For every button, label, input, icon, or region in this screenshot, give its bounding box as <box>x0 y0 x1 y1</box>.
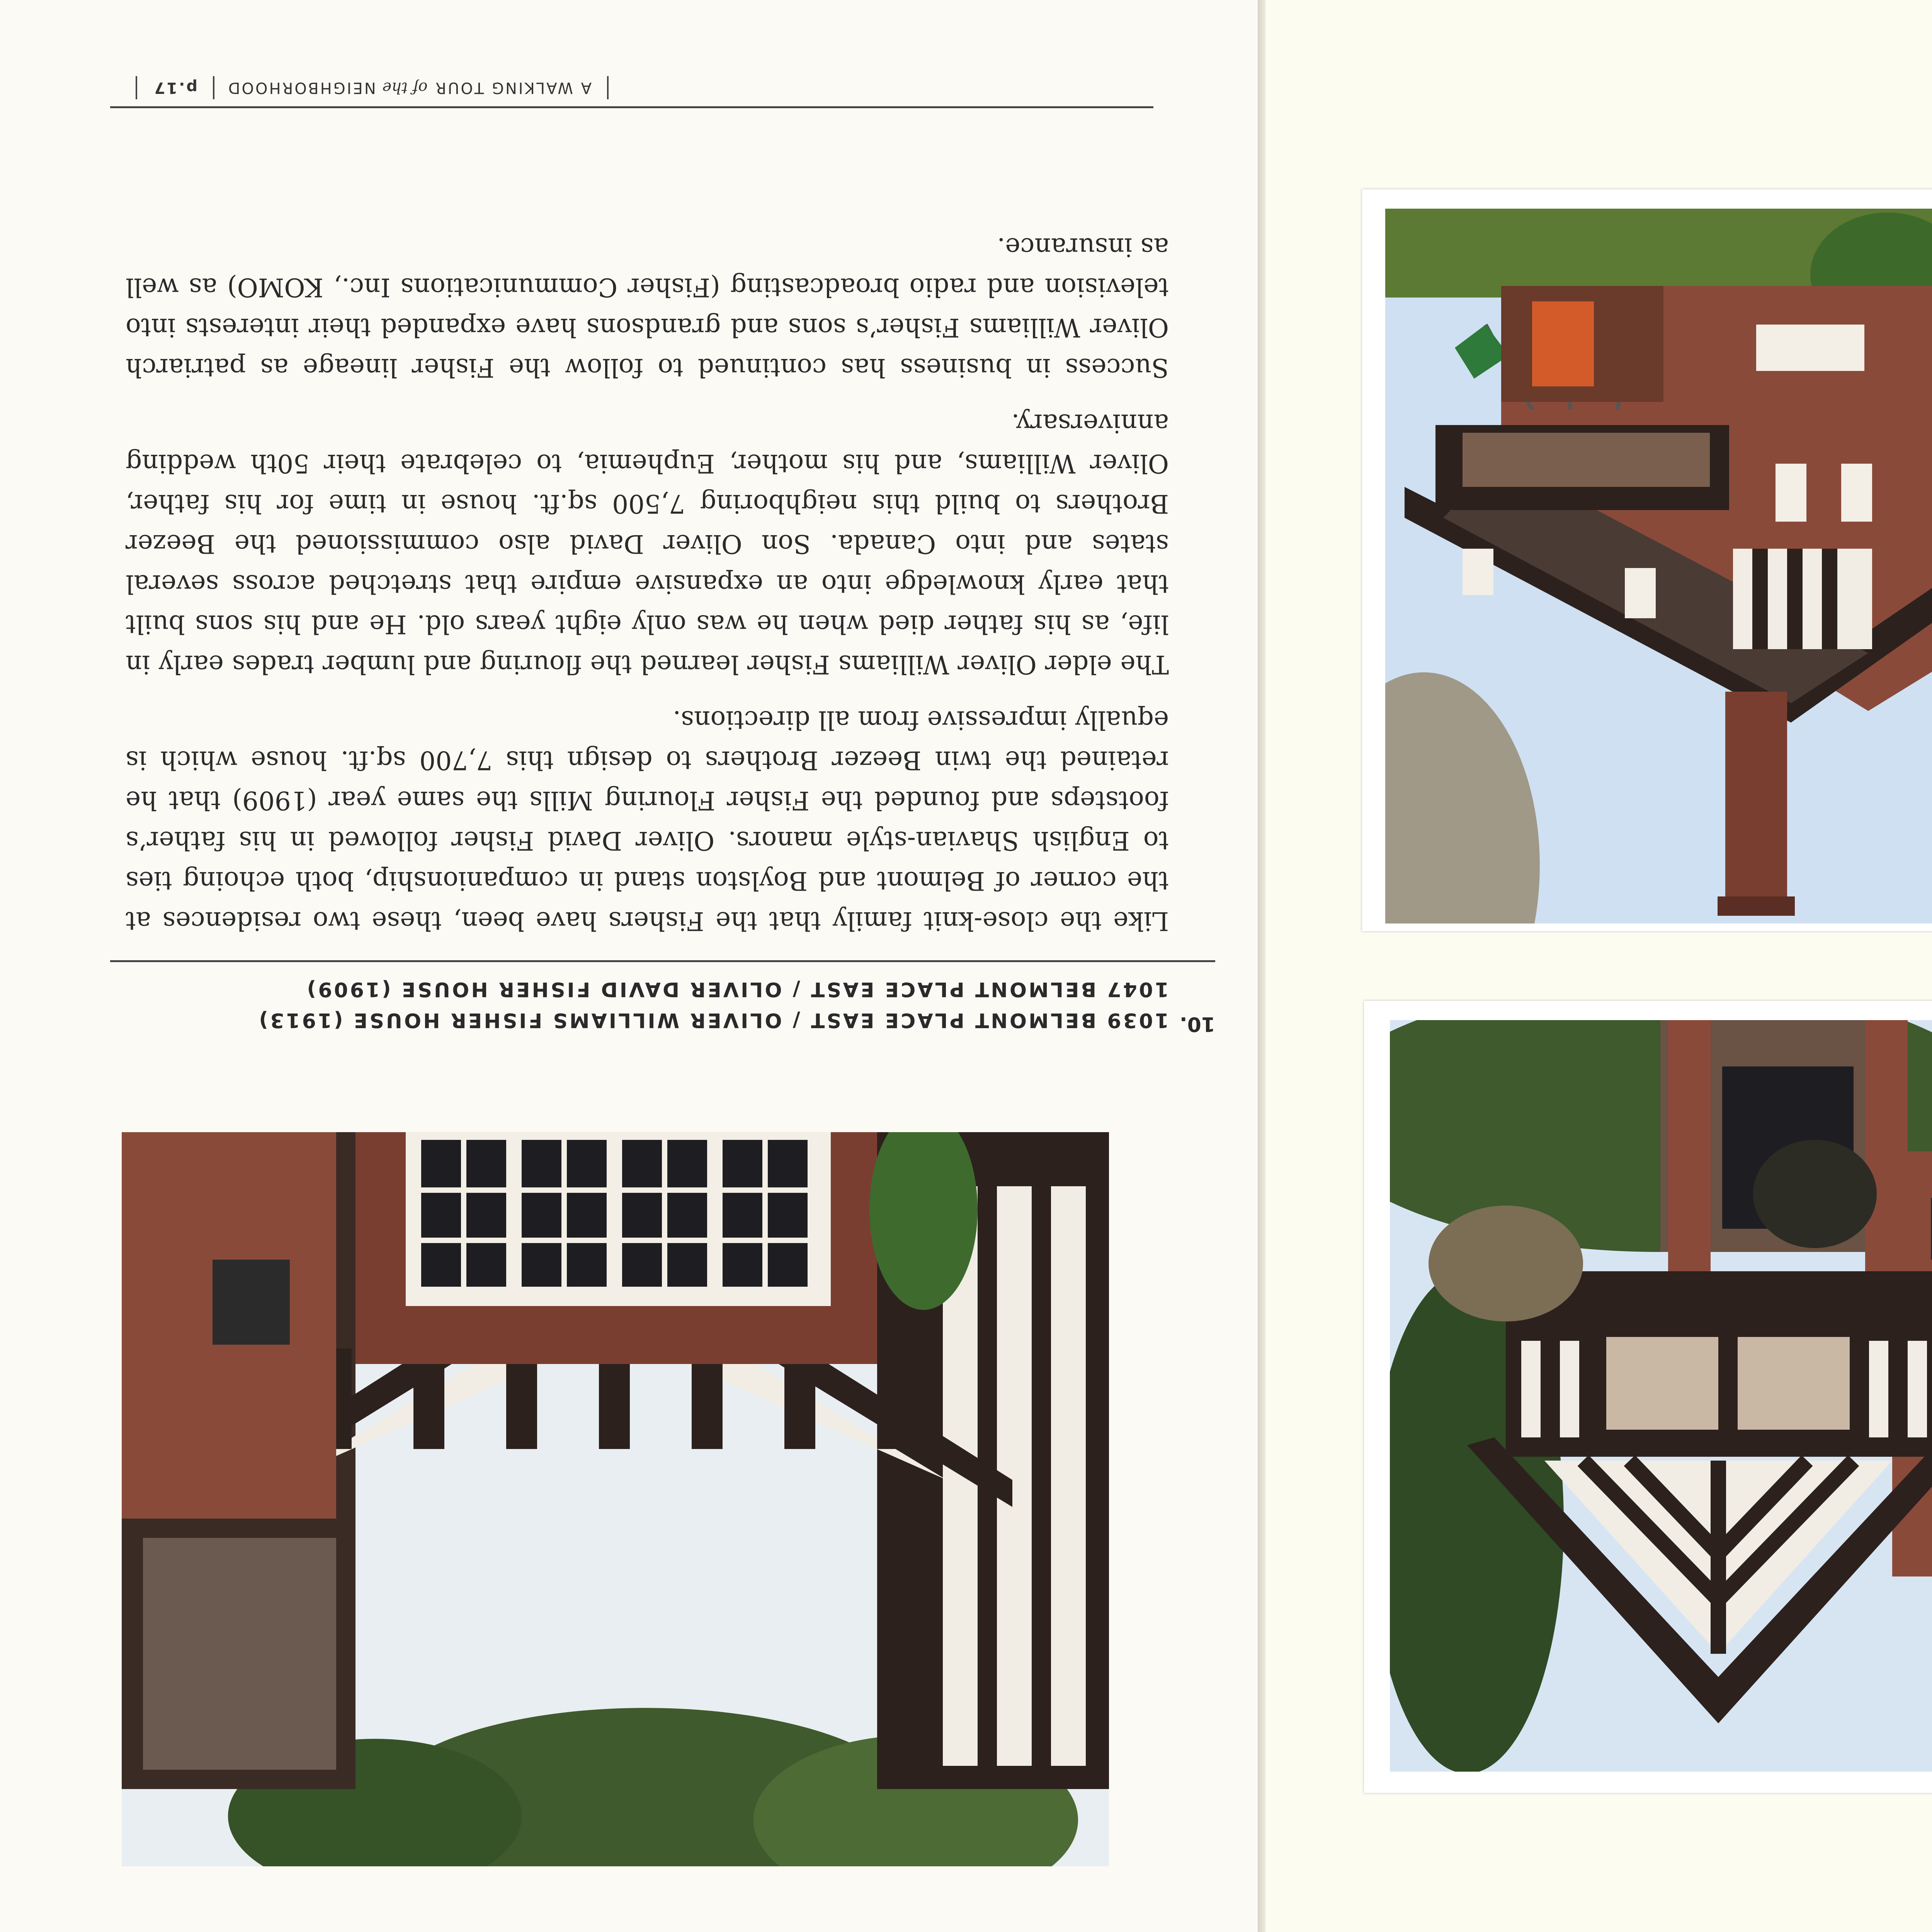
entry-number: 10. <box>1179 1012 1215 1036</box>
running-head-of: of the <box>382 79 428 97</box>
bay-window-illustration <box>122 1132 1109 1866</box>
book-gutter <box>1258 0 1265 1932</box>
entry-body <box>126 227 1215 941</box>
tour-entry <box>110 211 1215 1036</box>
paragraph: Like the close-knit family that the Fishers have been, these two residences at the corner of Belmont and Boylston stand in companionship, both echoing ties to English Shavian-style manors. Oliver David Fisher followed in his father’s footsteps and founded the Fisher Flouring Mills the same year (1909) that he retained the twin Beezer Brothers to design this 7,700 sq.ft. house which is equally impressive from all directions. <box>126 705 1169 936</box>
running-head-title <box>227 76 609 99</box>
brick-tudor-house-photo <box>1390 1020 1932 1772</box>
paragraph: The elder Oliver Williams Fisher learned the flouring and lumber trades early in life, as his father died when he was only eight years old. He and his sons built that early knowledge into an expansive empire that stretched across several states and into Canada. Son Oliver David also commissioned the Beezer Brothers to build this neighboring 7,500 sq.ft. house in time for his father, Oliver Williams, and his mother, Euphemia, to celebrate their 50th wedding anniversary. <box>126 408 1169 679</box>
paragraph: Success in business has continued to follow the Fisher lineage as patriarch Oliver Williams Fisher’s sons and grandsons have expanded their interests into television and radio broadcasting (Fisher Communications Inc., KOMO) as well as insurance. <box>126 232 1169 383</box>
entry-heading-line-1: 1039 BELMONT PLACE EAST / OLIVER WILLIAMS FISHER HOUSE (1913) <box>257 1009 1169 1032</box>
house-with-flags-photo <box>1385 209 1932 923</box>
page-number: p.17 <box>136 76 215 99</box>
bay-window-entry-photo <box>122 1132 1109 1866</box>
running-head <box>110 79 1153 108</box>
entry-heading-line-2: 1047 BELMONT PLACE EAST / OLIVER DAVID FISHER HOUSE (1909) <box>305 978 1169 1001</box>
brick-tudor-house-illustration <box>1390 1020 1932 1772</box>
house-with-flags-illustration <box>1385 209 1932 923</box>
entry-heading <box>110 960 1215 1036</box>
right-page <box>1265 0 1932 1932</box>
running-head-suffix: NEIGHBORHOOD <box>226 79 376 97</box>
running-head-prefix: A WALKING TOUR <box>434 79 592 97</box>
